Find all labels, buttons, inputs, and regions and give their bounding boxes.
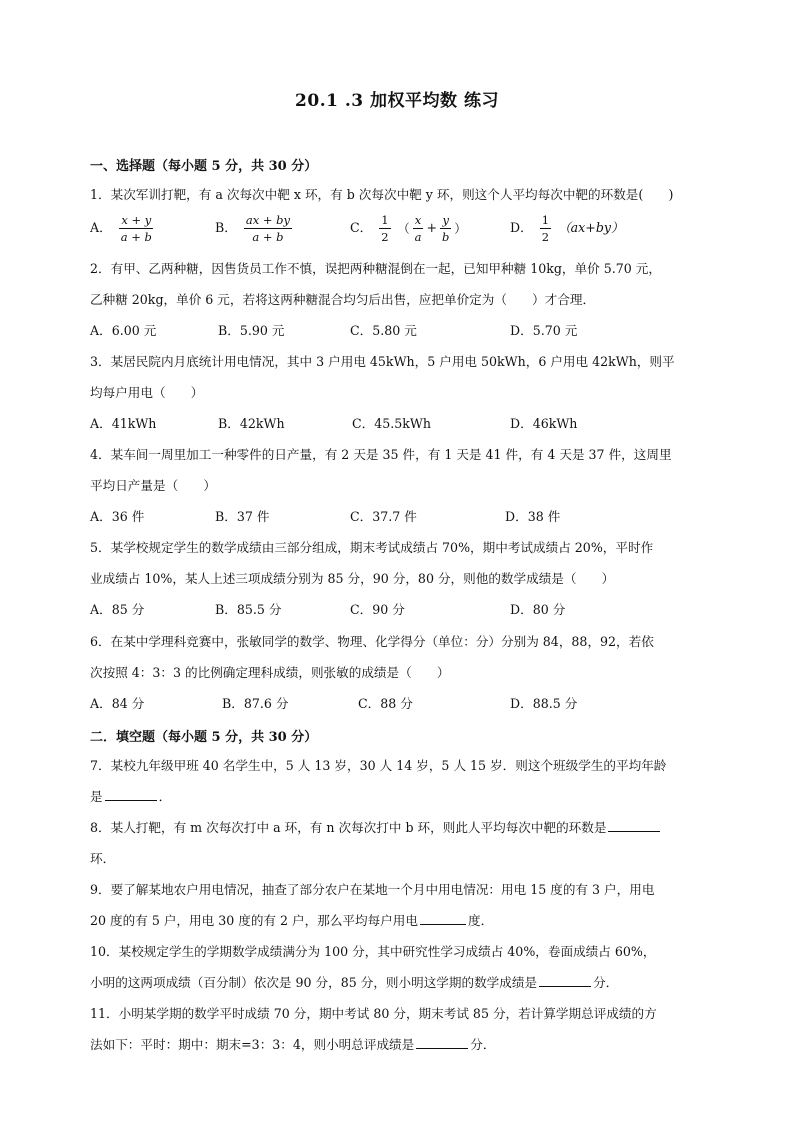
question-11-line-1: 11．小明某学期的数学平时成绩 70 分，期中考试 80 分，期末考试 85 分，若计算学期总评成绩的方 [90,1006,657,1021]
question-4-option-b: B．37 件 [215,509,270,524]
question-10-line-2: 小明的这两项成绩（百分制）依次是 90 分，85 分，则小明这学期的数学成绩是 分． [90,975,619,990]
fraction: $\frac{ax + by}{a + b}$ [245,213,291,244]
question-7-line-1: 7．某校九年级甲班 40 名学生中，5 人 13 岁，30 人 14 岁，5 人 15 岁．则这个班级学生的平均年龄 [90,758,667,773]
question-2-option-a: A．6.00 元 [90,323,157,338]
answer-blank[interactable] [420,912,466,925]
question-5-option-a: A．85 分 [90,602,145,617]
question-6-option-d: D．88.5 分 [510,696,578,711]
question-3-option-c: C．45.5kWh [352,416,431,431]
section-heading-fill-blank: 二．填空题（每小题 5 分，共 30 分） [90,730,318,745]
question-8-line-1: 8．某人打靶，有 m 次每次打中 a 环，有 n 次每次打中 b 环，则此人平均每次中靶的环数是 [90,819,705,837]
question-3-option-a: A．41kWh [90,416,157,431]
question-3-option-b: B．42kWh [218,416,285,431]
question-8-line-2: 环． [90,851,116,866]
question-1-option-d: D． $\frac{1}{2}$ （ax+by） [510,213,624,244]
question-5-line-2: 业成绩占 10%，某人上述三项成绩分别为 85 分，90 分，80 分，则他的数学成绩是（ ） [90,571,615,586]
question-3-line-2: 均每户用电（ ） [90,385,204,400]
question-1-option-c: C． $\frac{1}{2}$ （ $\frac{x}{a}$ + $\frac{y}{b}$ ） [350,213,467,244]
fraction: $\frac{y}{b}$ [442,213,450,244]
question-9-line-2: 20 度的有 5 户，用电 30 度的有 2 户，那么平均每户用电 度． [90,913,494,928]
question-6-option-a: A．84 分 [90,696,145,711]
question-1-option-a: A． $\frac{x + y}{a + b}$ [90,213,152,244]
question-3-option-d: D．46kWh [510,416,578,431]
question-6-line-2: 次按照 4：3：3 的比例确定理科成绩，则张敏的成绩是（ ） [90,665,450,680]
question-10-line-1: 10．某校规定学生的学期数学成绩满分为 100 分，其中研究性学习成绩占 40%，卷面成绩占 60%， [90,944,656,959]
fraction: $\frac{x}{a}$ [414,213,422,244]
answer-blank[interactable] [539,974,591,987]
page-title: 20.1 .3 加权平均数 练习 [295,91,499,111]
question-2-option-b: B．5.90 元 [218,323,285,338]
question-3-line-1: 3．某居民院内月底统计用电情况，其中 3 户用电 45kWh，5 户用电 50kWh，6 户用电 42kWh，则平 [90,354,675,369]
question-2-option-d: D．5.70 元 [510,323,578,338]
answer-blank[interactable] [105,788,157,801]
question-5-option-b: B．85.5 分 [215,602,282,617]
question-4-option-a: A．36 件 [90,509,145,524]
question-2-option-c: C．5.80 元 [350,323,417,338]
fraction: $\frac{1}{2}$ [381,213,389,244]
fraction: $\frac{x + y}{a + b}$ [120,213,152,244]
question-6-option-b: B．87.6 分 [222,696,289,711]
question-6-line-1: 6．在某中学理科竞赛中，张敏同学的数学、物理、化学得分（单位：分）分别为 84，88，92，若依 [90,634,654,649]
question-5-line-1: 5．某学校规定学生的数学成绩由三部分组成，期末考试成绩占 70%，期中考试成绩占 20%，平时作 [90,540,654,555]
question-2-line-1: 2．有甲、乙两种糖，因售货员工作不慎，误把两种糖混倒在一起，已知甲种糖 10kg，单价 5.70 元， [90,261,661,276]
question-11-line-2: 法如下：平时：期中：期末=3：3：4，则小明总评成绩是 分． [90,1037,496,1052]
question-5-option-d: D．80 分 [510,602,566,617]
question-5-option-c: C．90 分 [350,602,405,617]
answer-blank[interactable] [416,1036,468,1049]
fraction: $\frac{1}{2}$ [541,213,550,244]
question-9-line-1: 9．要了解某地农户用电情况，抽查了部分农户在某地一个月中用电情况：用电 15 度的有 3 户，用电 [90,882,655,897]
question-1-text: 1．某次军训打靶，有 a 次每次中靶 x 环，有 b 次每次中靶 y 环，则这个人平均每次中靶的环数是( ) [90,187,674,202]
question-2-line-2: 乙种糖 20kg，单价 6 元，若将这两种糖混合均匀后出售，应把单价定为（ ）才合理． [90,292,596,307]
question-6-option-c: C．88 分 [358,696,413,711]
answer-blank[interactable] [608,819,660,832]
question-4-line-2: 平均日产量是（ ） [90,478,216,493]
section-heading-choice: 一、选择题（每小题 5 分，共 30 分） [90,159,318,174]
question-1-option-b: B． $\frac{ax + by}{a + b}$ [215,213,291,244]
question-7-line-2: 是 ． [90,789,172,804]
question-4-option-d: D．38 件 [505,509,561,524]
question-4-line-1: 4．某车间一周里加工一种零件的日产量，有 2 天是 35 件，有 1 天是 41 件，有 4 天是 37 件，这周里 [90,447,672,462]
question-4-option-c: C．37.7 件 [350,509,417,524]
